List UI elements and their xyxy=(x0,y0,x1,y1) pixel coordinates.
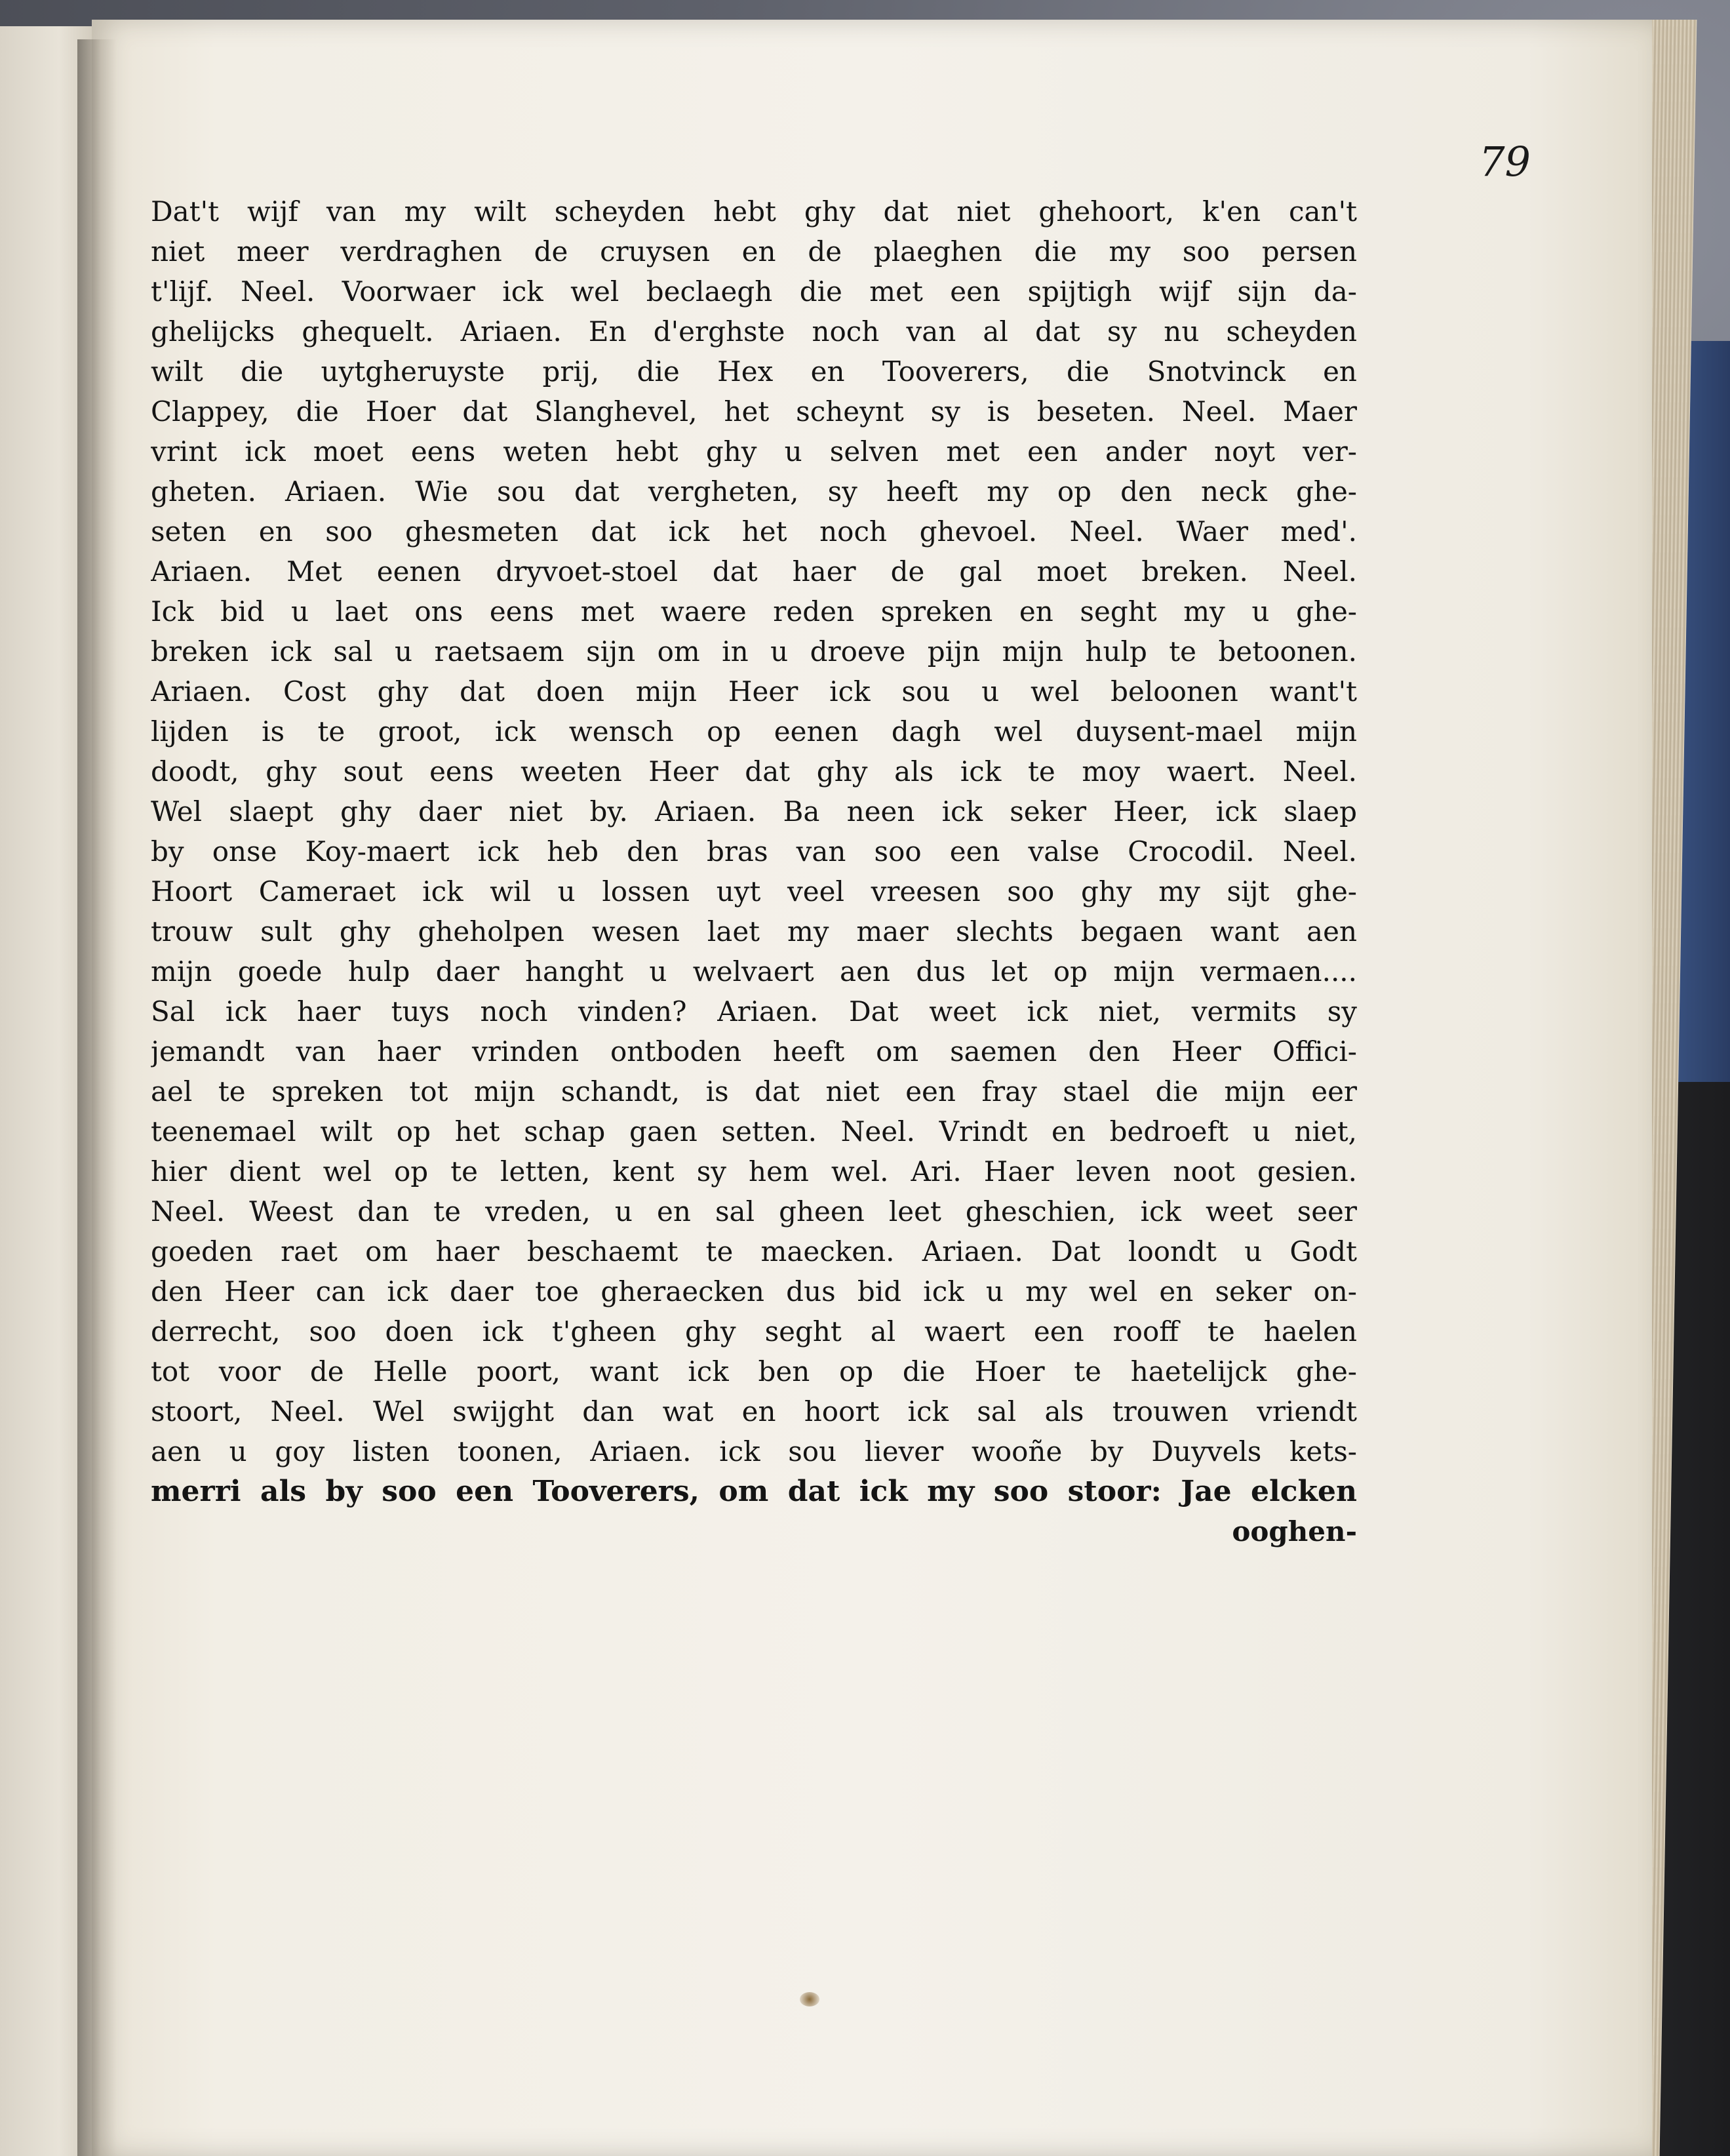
text-line: goeden raet om haer beschaemt te maecken. Ariaen. Dat loondt u Godt xyxy=(151,1235,1357,1268)
text-line: merri als by soo een Tooverers, om dat ick my soo stoor: Jae elcken xyxy=(151,1475,1357,1508)
text-line: hier dient wel op te letten, kent sy hem wel. Ari. Haer leven noot gesien. xyxy=(151,1155,1357,1188)
text-line: gheten. Ariaen. Wie sou dat vergheten, sy heeft my op den neck ghe- xyxy=(151,475,1357,508)
text-line: Wel slaept ghy daer niet by. Ariaen. Ba neen ick seker Heer, ick slaep xyxy=(151,795,1357,828)
text-line: vrint ick moet eens weten hebt ghy u selven met een ander noyt ver- xyxy=(151,435,1357,468)
text-line: tot voor de Helle poort, want ick ben op die Hoer te haetelijck ghe- xyxy=(151,1355,1357,1387)
text-line: Ariaen. Cost ghy dat doen mijn Heer ick sou u wel beloonen want't xyxy=(151,675,1357,708)
catchword: ooghen- xyxy=(1232,1515,1357,1547)
page-number: 79 xyxy=(1479,138,1531,186)
text-line: Clappey, die Hoer dat Slanghevel, het scheynt sy is beseten. Neel. Maer xyxy=(151,395,1357,428)
text-line: Sal ick haer tuys noch vinden? Ariaen. Dat weet ick niet, vermits sy xyxy=(151,995,1357,1028)
text-line: t'lijf. Neel. Voorwaer ick wel beclaegh die met een spijtigh wijf sijn da- xyxy=(151,275,1357,308)
text-line: niet meer verdraghen de cruysen en de plaeghen die my soo persen xyxy=(151,235,1357,268)
text-line: Ick bid u laet ons eens met waere reden spreken en seght my u ghe- xyxy=(151,595,1357,628)
text-line: lijden is te groot, ick wensch op eenen dagh wel duysent-mael mijn xyxy=(151,715,1357,748)
text-line: breken ick sal u raetsaem sijn om in u droeve pijn mijn hulp te betoonen. xyxy=(151,635,1357,668)
text-line: Hoort Cameraet ick wil u lossen uyt veel vreesen soo ghy my sijt ghe- xyxy=(151,875,1357,908)
paper-stain xyxy=(800,1992,819,2006)
text-line: seten en soo ghesmeten dat ick het noch ghevoel. Neel. Waer med'. xyxy=(151,515,1357,548)
text-line: by onse Koy-maert ick heb den bras van soo een valse Crocodil. Neel. xyxy=(151,835,1357,868)
text-line: trouw sult ghy gheholpen wesen laet my maer slechts begaen want aen xyxy=(151,915,1357,948)
text-line: ghelijcks ghequelt. Ariaen. En d'erghste noch van al dat sy nu scheyden xyxy=(151,315,1357,348)
body-text xyxy=(151,191,1357,1551)
text-line: ael te spreken tot mijn schandt, is dat niet een fray stael die mijn eer xyxy=(151,1075,1357,1108)
book-gutter xyxy=(77,39,117,2156)
text-line: Dat't wijf van my wilt scheyden hebt ghy dat niet ghehoort, k'en can't xyxy=(151,195,1357,228)
text-line: teenemael wilt op het schap gaen setten. Neel. Vrindt en bedroeft u niet, xyxy=(151,1115,1357,1148)
book-page xyxy=(92,20,1652,2156)
text-line: den Heer can ick daer toe gheraecken dus bid ick u my wel en seker on- xyxy=(151,1275,1357,1308)
text-line: stoort, Neel. Wel swijght dan wat en hoort ick sal als trouwen vriendt xyxy=(151,1395,1357,1427)
text-line: wilt die uytgheruyste prij, die Hex en Tooverers, die Snotvinck en xyxy=(151,355,1357,388)
text-line: mijn goede hulp daer hanght u welvaert aen dus let op mijn vermaen.... xyxy=(151,955,1357,988)
text-line: derrecht, soo doen ick t'gheen ghy seght al waert een rooff te haelen xyxy=(151,1315,1357,1348)
text-line: aen u goy listen toonen, Ariaen. ick sou liever wooñe by Duyvels kets- xyxy=(151,1435,1357,1467)
text-line: jemandt van haer vrinden ontboden heeft om saemen den Heer Offici- xyxy=(151,1035,1357,1068)
text-line: doodt, ghy sout eens weeten Heer dat ghy als ick te moy waert. Neel. xyxy=(151,755,1357,788)
text-line: Ariaen. Met eenen dryvoet-stoel dat haer de gal moet breken. Neel. xyxy=(151,555,1357,588)
text-line: Neel. Weest dan te vreden, u en sal gheen leet gheschien, ick weet seer xyxy=(151,1195,1357,1228)
